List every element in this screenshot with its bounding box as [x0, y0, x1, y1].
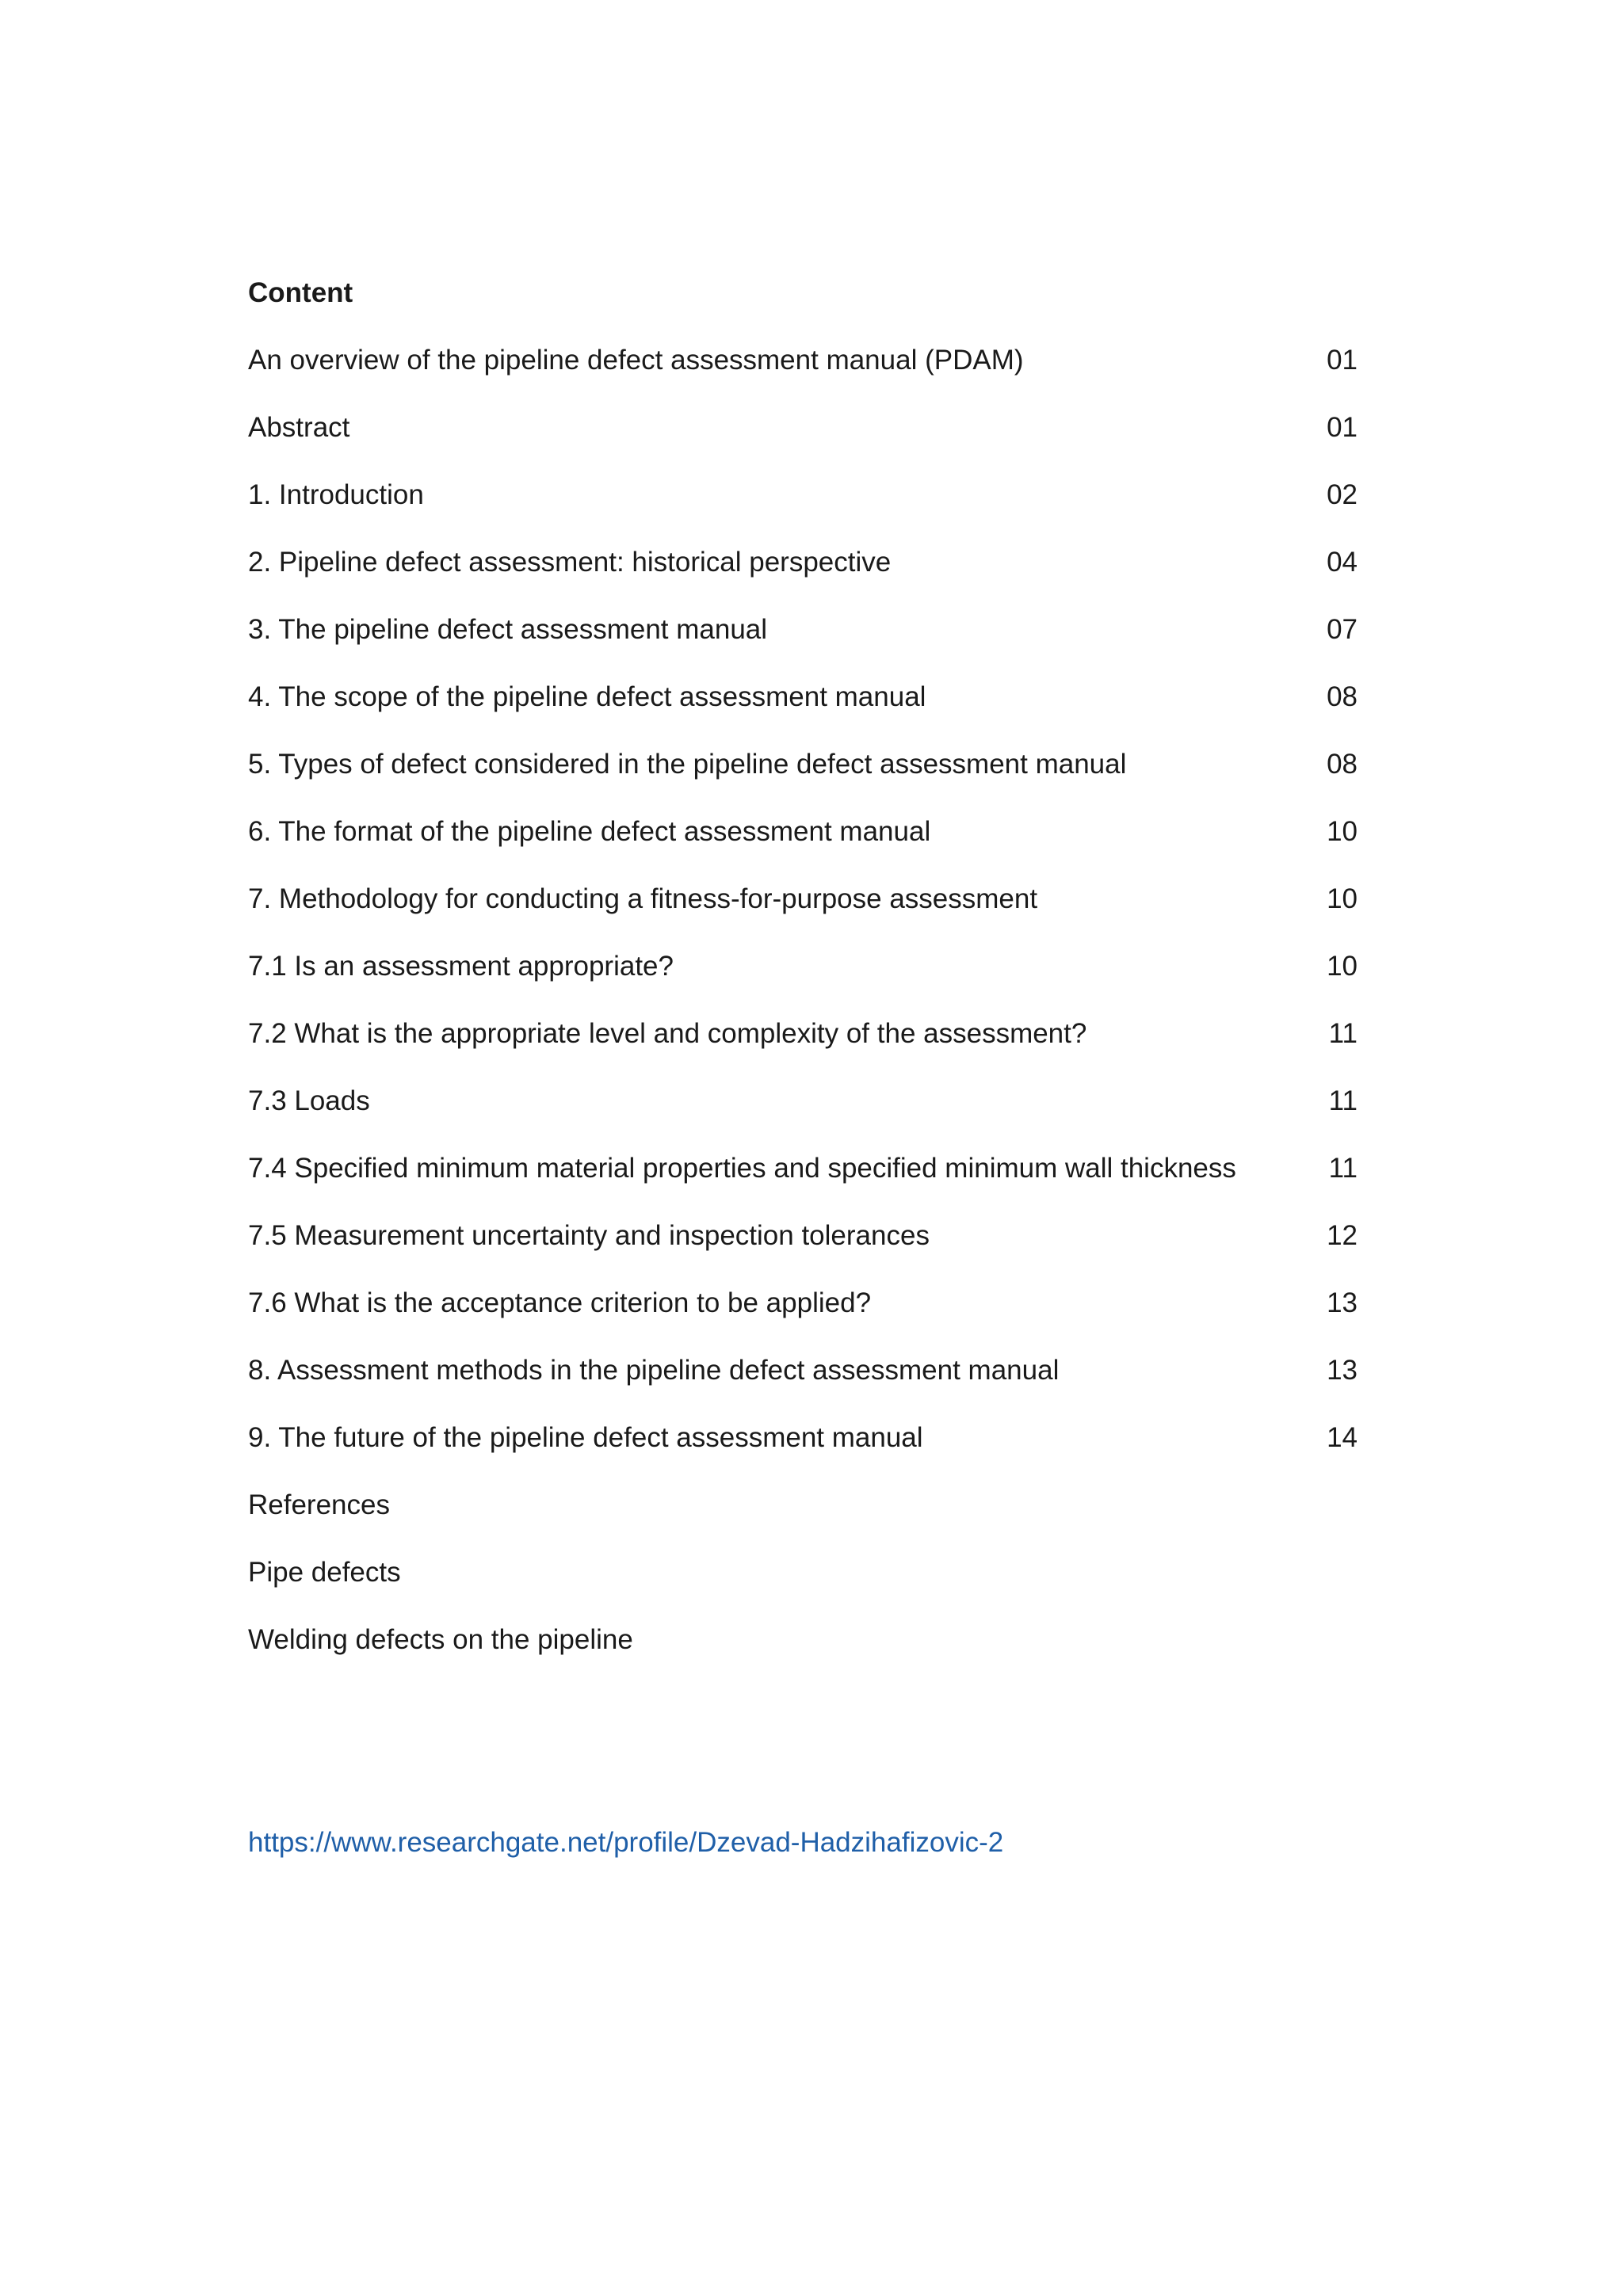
- toc-list: [248, 340, 1358, 1687]
- toc-entry: [248, 1350, 1358, 1417]
- toc-entry-title: 6. The format of the pipeline defect assessment manual: [248, 816, 931, 847]
- toc-entry-page: 11: [1328, 1085, 1358, 1116]
- toc-entry-title: Welding defects on the pipeline: [248, 1624, 633, 1655]
- toc-entry-title: 7.1 Is an assessment appropriate?: [248, 951, 674, 982]
- toc-entry-page: 14: [1327, 1422, 1358, 1453]
- toc-entry-page: 02: [1327, 479, 1358, 510]
- toc-entry-title: 7.5 Measurement uncertainty and inspection tolerances: [248, 1220, 930, 1251]
- toc-entry-page: 10: [1327, 883, 1358, 914]
- toc-entry: [248, 1619, 1358, 1687]
- toc-heading: Content: [248, 277, 353, 308]
- toc-entry: [248, 1485, 1358, 1552]
- toc-entry: [248, 1148, 1358, 1215]
- toc-entry-page: 10: [1327, 816, 1358, 847]
- toc-entry-title: 4. The scope of the pipeline defect assessment manual: [248, 681, 926, 712]
- toc-entry-page: 04: [1327, 547, 1358, 578]
- toc-entry-title: 2. Pipeline defect assessment: historical perspective: [248, 547, 892, 578]
- toc-entry-title: An overview of the pipeline defect assessment manual (PDAM): [248, 345, 1024, 376]
- toc-entry-title: 3. The pipeline defect assessment manual: [248, 614, 768, 645]
- toc-entry-page: 11: [1328, 1018, 1358, 1049]
- toc-entry: [248, 677, 1358, 744]
- toc-entry-page: 07: [1327, 614, 1358, 645]
- toc-entry-title: Pipe defects: [248, 1557, 401, 1588]
- toc-entry-page: 12: [1327, 1220, 1358, 1251]
- toc-entry: [248, 542, 1358, 609]
- toc-entry: [248, 340, 1358, 407]
- toc-entry-page: 01: [1327, 345, 1358, 376]
- table-of-contents: [248, 273, 1358, 1687]
- toc-entry-title: 7.2 What is the appropriate level and complexity of the assessment?: [248, 1018, 1087, 1049]
- toc-entry: [248, 1552, 1358, 1619]
- toc-entry: [248, 609, 1358, 677]
- toc-entry-title: 7.4 Specified minimum material properties and specified minimum wall thickness: [248, 1153, 1236, 1184]
- toc-entry: [248, 1215, 1358, 1283]
- toc-entry: [248, 1081, 1358, 1148]
- toc-entry: [248, 879, 1358, 946]
- toc-entry-title: 5. Types of defect considered in the pipeline defect assessment manual: [248, 749, 1127, 780]
- toc-entry-title: 9. The future of the pipeline defect assessment manual: [248, 1422, 923, 1453]
- toc-entry-title: Abstract: [248, 412, 350, 443]
- toc-entry-title: 8. Assessment methods in the pipeline defect assessment manual: [248, 1355, 1060, 1386]
- toc-entry-page: 08: [1327, 681, 1358, 712]
- researchgate-profile-link[interactable]: https://www.researchgate.net/profile/Dzevad-Hadzihafizovic-2: [248, 1827, 1004, 1858]
- toc-entry: [248, 1417, 1358, 1485]
- toc-entry-title: 7.6 What is the acceptance criterion to be applied?: [248, 1287, 872, 1318]
- toc-entry-page: 10: [1327, 951, 1358, 982]
- toc-entry-page: 01: [1327, 412, 1358, 443]
- toc-entry: [248, 946, 1358, 1013]
- toc-entry: [248, 1013, 1358, 1081]
- toc-entry: [248, 811, 1358, 879]
- toc-entry-page: 13: [1327, 1355, 1358, 1386]
- toc-entry-title: 7.3 Loads: [248, 1085, 370, 1116]
- toc-entry-title: 1. Introduction: [248, 479, 424, 510]
- toc-entry-title: 7. Methodology for conducting a fitness-for-purpose assessment: [248, 883, 1038, 914]
- toc-entry: [248, 744, 1358, 811]
- toc-entry: [248, 407, 1358, 475]
- toc-entry-page: 11: [1328, 1153, 1358, 1184]
- toc-entry-title: References: [248, 1489, 390, 1520]
- toc-entry-page: 13: [1327, 1287, 1358, 1318]
- toc-entry: [248, 1283, 1358, 1350]
- toc-entry-page: 08: [1327, 749, 1358, 780]
- toc-entry: [248, 475, 1358, 542]
